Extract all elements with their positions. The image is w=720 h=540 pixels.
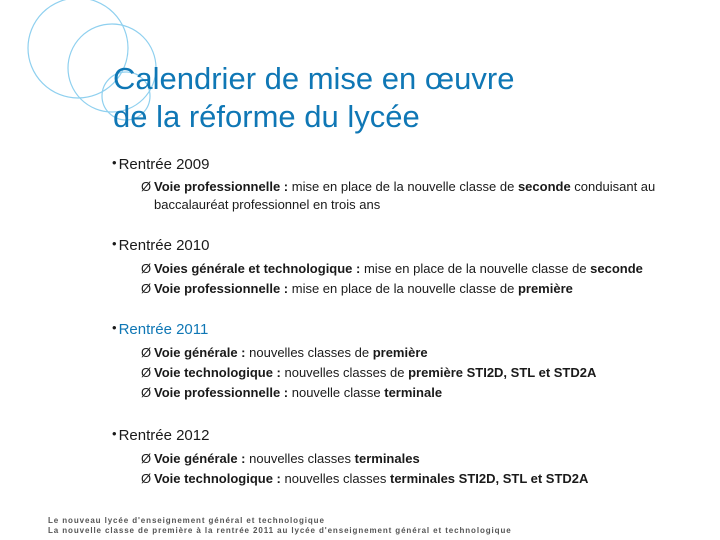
- bullet-icon: •: [112, 320, 117, 335]
- arrow-bullet-icon: Ø: [141, 345, 152, 360]
- arrow-bullet-icon: Ø: [141, 179, 152, 194]
- arrow-bullet-icon: Ø: [141, 281, 152, 296]
- section-rentree-2009: [112, 155, 712, 214]
- item-list: [112, 178, 712, 214]
- item-list: [112, 343, 712, 403]
- title-line-1: Calendrier de mise en œuvre: [113, 61, 515, 96]
- list-item: Ø Voie générale : nouvelles classes terminales: [141, 449, 712, 469]
- bullet-icon: •: [112, 426, 117, 441]
- section-rentree-2011: [112, 320, 712, 403]
- title-line-2: de la réforme du lycée: [113, 99, 420, 134]
- list-item: Ø Voies générale et technologique : mise en place de la nouvelle classe de seconde: [141, 259, 712, 279]
- list-item: Ø Voie professionnelle : nouvelle classe terminale: [141, 383, 712, 403]
- section-rentree-2010: [112, 236, 712, 299]
- bullet-icon: •: [112, 236, 117, 251]
- bullet-icon: •: [112, 155, 117, 170]
- page-title: [113, 60, 514, 136]
- list-item: Ø Voie générale : nouvelles classes de première: [141, 343, 712, 363]
- section-heading: • Rentrée 2012: [112, 426, 210, 444]
- list-item: Ø Voie technologique : nouvelles classes de première STI2D, STL et STD2A: [141, 363, 712, 383]
- arrow-bullet-icon: Ø: [141, 261, 152, 276]
- arrow-bullet-icon: Ø: [141, 471, 152, 486]
- arrow-bullet-icon: Ø: [141, 385, 152, 400]
- section-rentree-2012: [112, 426, 712, 489]
- section-heading: • Rentrée 2009: [112, 155, 210, 173]
- section-heading: • Rentrée 2010: [112, 236, 210, 254]
- list-item: Ø Voie technologique : nouvelles classes terminales STI2D, STL et STD2A: [141, 469, 712, 489]
- footer-line-1: Le nouveau lycée d'enseignement général et technologique: [48, 516, 325, 525]
- footer-line-2: La nouvelle classe de première à la rentrée 2011 au lycée d'enseignement général et technologique: [48, 526, 512, 535]
- footer: [48, 516, 512, 536]
- item-list: [112, 449, 712, 489]
- arrow-bullet-icon: Ø: [141, 365, 152, 380]
- section-heading: • Rentrée 2011: [112, 320, 209, 338]
- list-item: Ø Voie professionnelle : mise en place de la nouvelle classe de première: [141, 279, 712, 299]
- item-list: [112, 259, 712, 299]
- list-item: Ø Voie professionnelle : mise en place de la nouvelle classe de seconde conduisant au baccalauréat professionnel en trois ans: [141, 179, 656, 212]
- arrow-bullet-icon: Ø: [141, 451, 152, 466]
